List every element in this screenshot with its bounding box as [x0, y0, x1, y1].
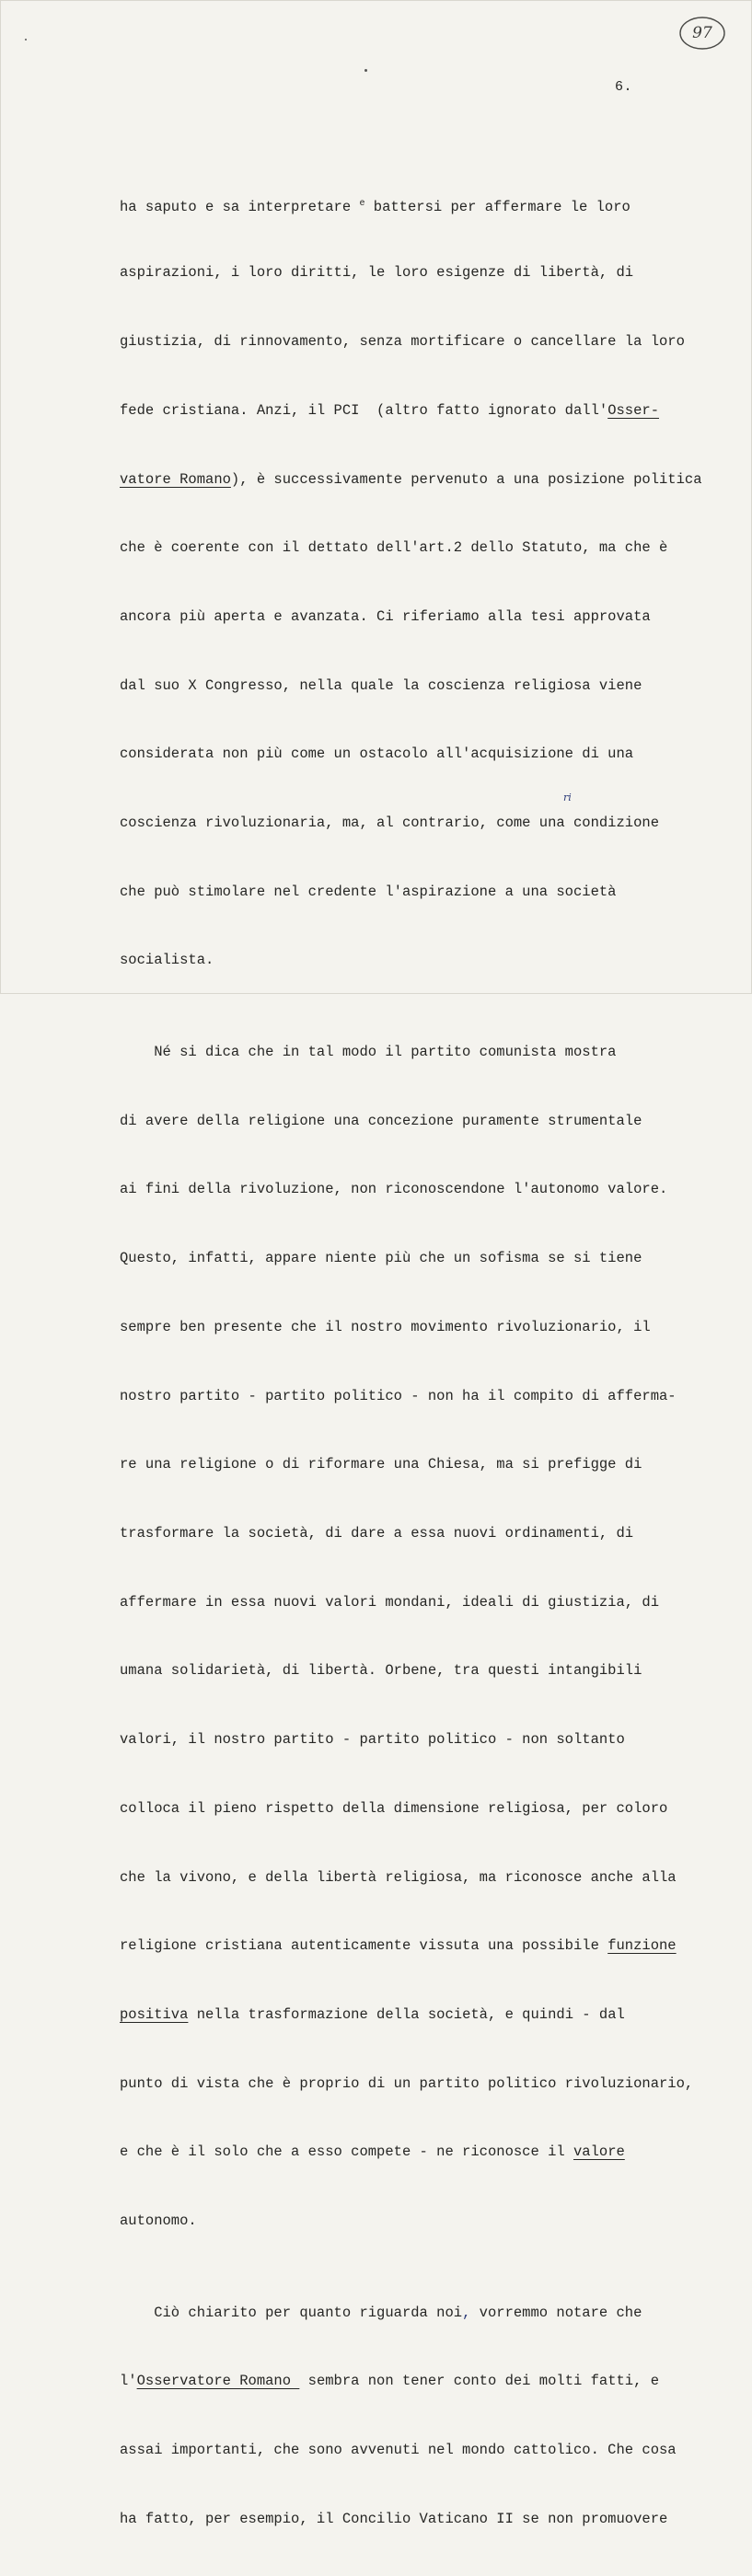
text-line: di avere della religione una concezione puramente strumentale [120, 1112, 642, 1129]
text-line: sempre ben presente che il nostro movimento rivoluzionario, il [120, 1318, 651, 1335]
text-line: che può stimolare nel credente l'aspirazione a una società [120, 883, 617, 900]
text-line: re una religione o di riformare una Chiesa, ma si prefigge di [120, 1456, 642, 1473]
text-line: religione cristiana autenticamente vissuta una possibile funzione [120, 1937, 677, 1955]
document-body [120, 124, 727, 2576]
text-line: fede cristiana. Anzi, il PCI (altro fatto ignorato dall'Osser- [120, 401, 659, 419]
underlined-title: vatore Romano [120, 470, 231, 488]
underlined-phrase: valore [573, 2143, 625, 2161]
text-line: coscienza rivoluzionaria, ma, al contrario, come una condizione [120, 814, 659, 832]
text-line: assai importanti, che sono avvenuti nel mondo cattolico. Che cosa [120, 2442, 677, 2459]
text-line: socialista. [120, 952, 214, 969]
scan-speck [364, 69, 367, 72]
text-line: dal suo X Congresso, nella quale la coscienza religiosa viene [120, 676, 642, 694]
text-line: umana solidarietà, di libertà. Orbene, tra questi intangibili [120, 1662, 642, 1680]
handwritten-insertion: ri [563, 791, 572, 803]
page-number: 6. [615, 79, 633, 95]
archive-number-stamp [677, 15, 727, 52]
text-line: ha saputo e sa interpretare $^e$ battersi per affermare le loro [120, 198, 631, 215]
text-line: che è coerente con il dettato dell'art.2 dello Statuto, ma che è [120, 539, 668, 557]
underlined-title: Osservatore Romano [136, 2373, 300, 2390]
text-line: aspirazioni, i loro diritti, le loro esigenze di libertà, di [120, 264, 634, 282]
text-line: colloca il pieno rispetto della dimensione religiosa, per coloro [120, 1799, 668, 1817]
text-line: e che è il solo che a esso compete - ne riconosce il valore [120, 2143, 625, 2161]
text-line: trasformare la società, di dare a essa nuovi ordinamenti, di [120, 1524, 634, 1542]
text-line: affermare in essa nuovi valori mondani, ideali di giustizia, di [120, 1593, 659, 1611]
text-line: vatore Romano), è successivamente pervenuto a una posizione politica [120, 470, 702, 488]
text-line: che la vivono, e della libertà religiosa, ma riconosce anche alla [120, 1868, 677, 1886]
text-line: Questo, infatti, appare niente più che un sofisma se si tiene [120, 1250, 642, 1267]
text-line: l'Osservatore Romano sembra non tener conto dei molti fatti, e [120, 2373, 660, 2390]
text-line: ha fatto, per esempio, il Concilio Vaticano II se non promuovere [120, 2510, 668, 2527]
text-line: valori, il nostro partito - partito politico - non soltanto [120, 1731, 625, 1749]
text-line: giustizia, di rinnovamento, senza mortificare o cancellare la loro [120, 333, 685, 351]
text-line: Né si dica che in tal modo il partito comunista mostra [120, 1044, 617, 1061]
text-line: considerata non più come un ostacolo all'acquisizione di una [120, 745, 634, 763]
scan-speck [25, 39, 27, 40]
underlined-phrase: funzione [607, 1937, 677, 1955]
handwritten-comma: , [462, 2304, 471, 2321]
underlined-title: Osser- [607, 401, 659, 419]
text-line: autonomo. [120, 2212, 197, 2230]
text-line: ai fini della rivoluzione, non riconoscendone l'autonomo valore. [120, 1181, 668, 1198]
underlined-phrase: positiva [120, 2005, 189, 2023]
text-line: punto di vista che è proprio di un partito politico rivoluzionario, [120, 2074, 694, 2092]
text-line: nostro partito - partito politico - non ha il compito di afferma- [120, 1387, 677, 1404]
text-line: ancora più aperta e avanzata. Ci riferiamo alla tesi approvata [120, 607, 651, 625]
archive-number: 97 [692, 24, 712, 42]
text-line: Ciò chiarito per quanto riguarda noi, vorremmo notare che [120, 2304, 642, 2321]
text-line: positiva nella trasformazione della società, e quindi - dal [120, 2005, 625, 2023]
